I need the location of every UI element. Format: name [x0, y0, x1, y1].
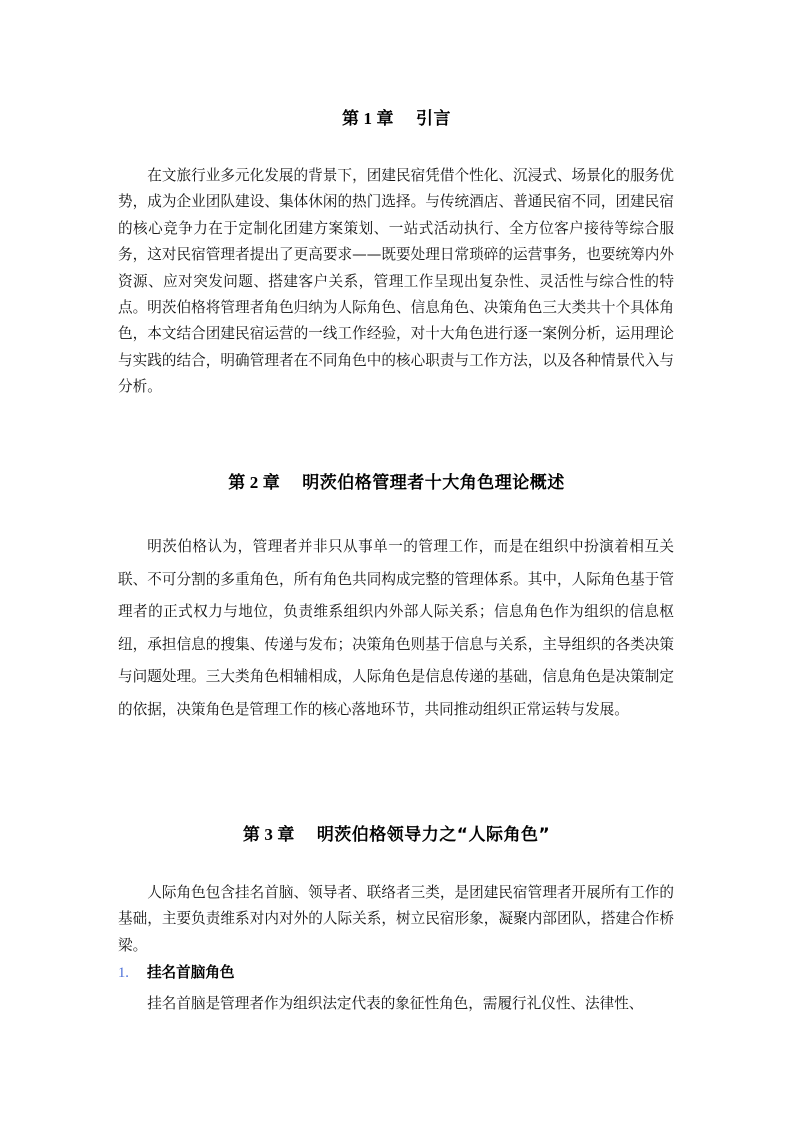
chapter-number: 2 [249, 473, 259, 492]
chapter-prefix: 第 [342, 109, 360, 129]
chapter-prefix: 第 [228, 473, 246, 493]
chapter-suffix: 章 [262, 473, 281, 493]
chapter-1-title [0, 104, 793, 129]
list-heading: 挂名首脑角色 [146, 964, 235, 981]
chapter-number: 1 [363, 109, 373, 128]
chapter-title-text: 引言 [416, 109, 451, 129]
chapter-1-paragraph: 在文旅行业多元化发展的背景下，团建民宿凭借个性化、沉浸式、场景化的服务优势，成为企业团队建设、集体休闲的热门选择。与传统酒店、普通民宿不同，团建民宿的核心竞争力在于定制化团建方案策划、一站式活动执行、全方位客户接待等综合服务，这对民宿管理者提出了更高要求——既要处理日常琐碎的运营事务，也要统筹内外资源、应对突发问题、搭建客户关系，管理工作呈现出复杂性、灵活性与综合性的特点。明茨伯格将管理者角色归纳为人际角色、信息角色、决策角色三大类共十个具体角色，本文结合团建民宿运营的一线工作经验，对十大角色进行逐一案例分析，运用理论与实践的结合，明确管理者在不同角色中的核心职责与工作方法，以及各种情景代入与分析。 [118, 167, 674, 396]
chapter-2-title [0, 468, 793, 493]
list-number: 1. [118, 965, 129, 981]
chapter-number: 3 [264, 825, 274, 844]
chapter-suffix: 章 [277, 825, 295, 845]
chapter-suffix: 章 [376, 109, 394, 129]
chapter-3-title [0, 820, 793, 845]
chapter-title-text: 明茨伯格管理者十大角色理论概述 [302, 473, 565, 493]
chapter-2-paragraph: 明茨伯格认为，管理者并非只从事单一的管理工作，而是在组织中扮演着相互关联、不可分割的多重角色，所有角色共同构成完整的管理体系。其中，人际角色基于管理者的正式权力与地位，负责维系组织内外部人际关系；信息角色作为组织的信息枢纽，承担信息的搜集、传递与发布；决策角色则基于信息与关系，主导组织的各类决策与问题处理。三大类角色相辅相成，人际角色是信息传递的基础，信息角色是决策制定的依据，决策角色是管理工作的核心落地环节，共同推动组织正常运转与发展。 [118, 538, 674, 718]
chapter-prefix: 第 [242, 825, 261, 845]
chapter-title-text: 明茨伯格领导力之“人际角色” [316, 825, 551, 845]
list-item-figurehead [118, 961, 235, 982]
chapter-3-paragraph: 人际角色包含挂名首脑、领导者、联络者三类，是团建民宿管理者开展所有工作的基础，主要负责维系对内对外的人际关系，树立民宿形象，凝聚内部团队，搭建合作桥梁。 [118, 884, 674, 954]
list-item-paragraph: 挂名首脑是管理者作为组织法定代表的象征性角色，需履行礼仪性、法律性、 [147, 995, 644, 1012]
